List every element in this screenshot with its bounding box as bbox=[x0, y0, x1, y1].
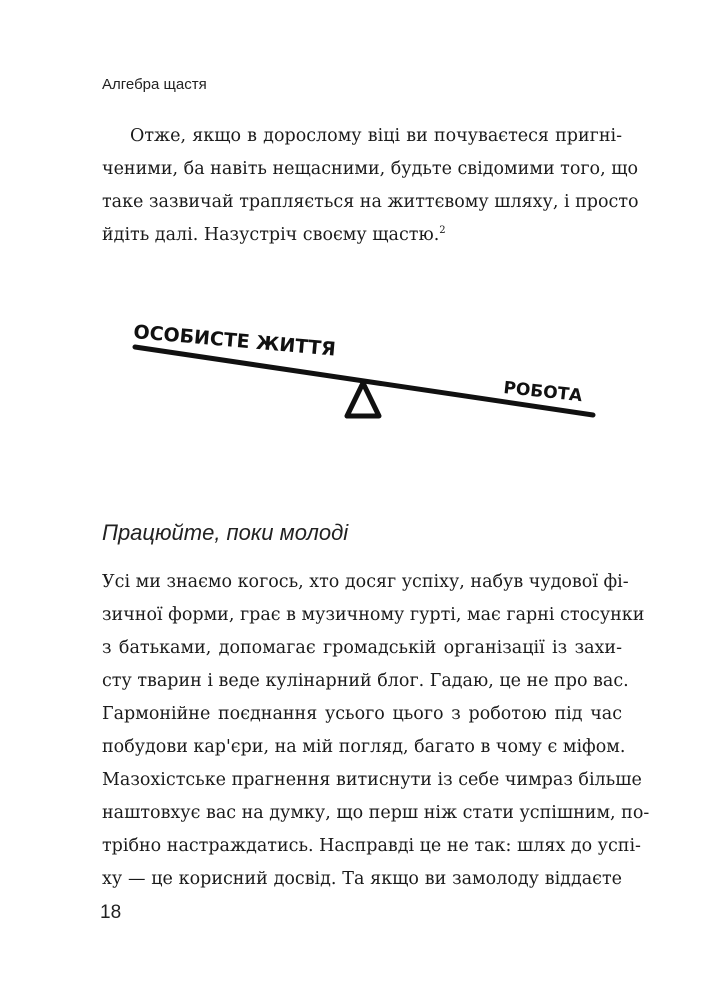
seesaw-left-label: ОСОБИСТЕ ЖИТТЯ bbox=[132, 321, 337, 361]
text-line: наштовхує вас на думку, що перш ніж стати успішним, по- bbox=[102, 803, 650, 823]
text-line: ченими, ба навіть нещасними, будьте свідомими того, що bbox=[102, 159, 639, 179]
footnote-reference: 2 bbox=[439, 225, 446, 237]
text-line-content: йдіть далі. Назустріч своєму щастю. bbox=[102, 225, 440, 245]
text-line: сту тварин і веде кулінарний блог. Гадаю, це не про вас. bbox=[102, 671, 629, 691]
running-head: Алгебра щастя bbox=[102, 76, 207, 93]
text-line: Гармонійне поєднання усього цього з роботою під час bbox=[102, 704, 622, 724]
text-line: ху — це корисний досвід. Та якщо ви замолоду віддаєте bbox=[102, 869, 622, 889]
text-line: Усі ми знаємо когось, хто досяг успіху, набув чудової фі- bbox=[102, 572, 629, 592]
text-line: з батьками, допомагає громадській організації із захи- bbox=[102, 638, 622, 658]
intro-paragraph bbox=[102, 120, 639, 252]
text-line: Отже, якщо в дорослому віці ви почуваєтеся пригні- bbox=[130, 126, 622, 146]
text-line: таке зазвичай трапляється на життєвому шляху, і просто bbox=[102, 192, 639, 212]
work-life-seesaw-illustration bbox=[125, 305, 605, 445]
text-line: зичної форми, грає в музичному гурті, має гарні стосунки bbox=[102, 605, 645, 625]
text-line: трібно настраждатись. Насправді це не так: шлях до успі- bbox=[102, 836, 641, 856]
text-line bbox=[102, 219, 622, 252]
section-heading: Працюйте, поки молоді bbox=[102, 520, 349, 545]
seesaw-drawing bbox=[125, 305, 605, 445]
text-line: Мазохістське прагнення витиснути із себе чимраз більше bbox=[102, 770, 642, 790]
section-paragraph bbox=[102, 566, 650, 896]
seesaw-fulcrum bbox=[347, 383, 379, 416]
text-line: побудови кар'єри, на мій погляд, багато в чому є міфом. bbox=[102, 737, 626, 757]
page-number: 18 bbox=[100, 902, 122, 923]
seesaw-right-label: РОБОТА bbox=[502, 378, 584, 407]
